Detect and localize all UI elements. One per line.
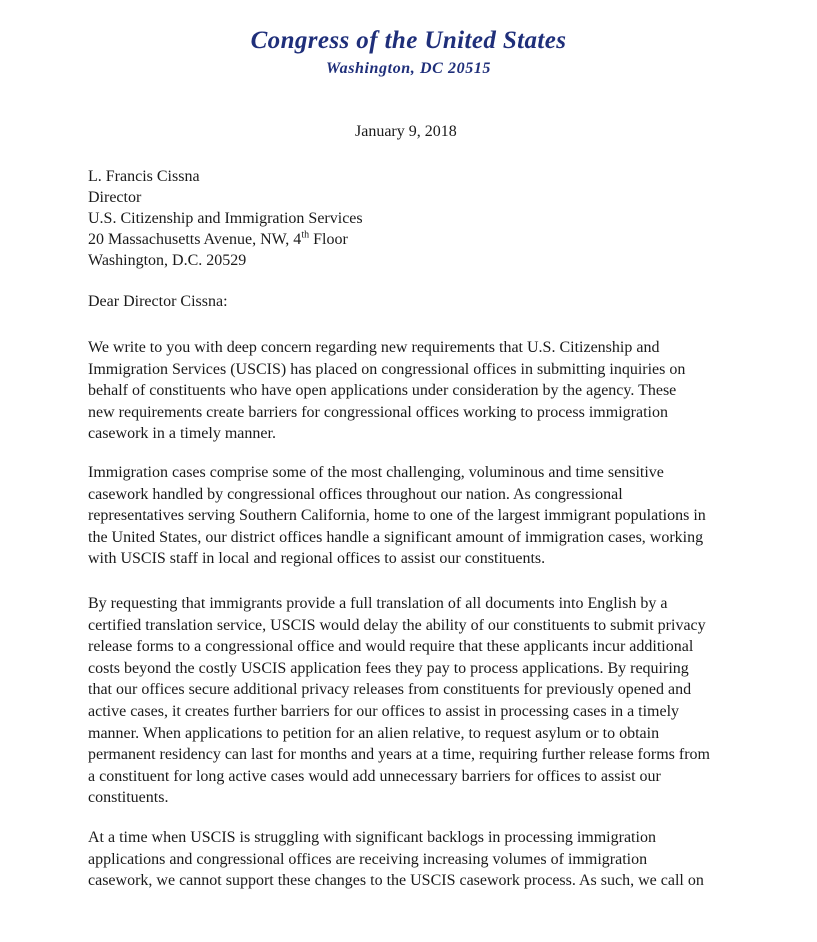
- body-paragraph-4: [88, 827, 728, 892]
- salutation: Dear Director Cissna:: [88, 293, 228, 310]
- recipient-agency: U.S. Citizenship and Immigration Services: [88, 210, 363, 227]
- paragraph-line: We write to you with deep concern regarding new requirements that U.S. Citizenship and: [88, 339, 660, 356]
- paragraph-line: Immigration cases comprise some of the most challenging, voluminous and time sensitive: [88, 464, 664, 481]
- paragraph-line: applications and congressional offices are receiving increasing volumes of immigration: [88, 850, 648, 868]
- paragraph-line: casework handled by congressional offices throughout our nation. As congressional: [88, 485, 623, 503]
- paragraph-line: casework in a timely manner.: [88, 425, 276, 443]
- paragraph-line: that our offices secure additional privacy releases from constituents for previously opened and: [88, 681, 692, 699]
- recipient-street-floor: Floor: [309, 231, 348, 248]
- paragraph-line: manner. When applications to petition for an alien relative, to request asylum or to obtain: [88, 724, 660, 742]
- paragraph-line: a constituent for long active cases would add unnecessary barriers for offices to assist our: [88, 767, 661, 785]
- paragraph-line: active cases, it creates further barriers for our offices to assist in processing cases in a timely: [88, 702, 680, 720]
- paragraph-line: permanent residency can last for months and years at a time, requiring further release forms from: [88, 746, 710, 764]
- paragraph-line: By requesting that immigrants provide a full translation of all documents into English by a: [88, 595, 668, 612]
- paragraph-line: behalf of constituents who have open applications under consideration by the agency. These: [88, 382, 677, 400]
- paragraph-line: Immigration Services (USCIS) has placed on congressional offices in submitting inquiries on: [88, 360, 686, 378]
- recipient-title: Director: [88, 189, 142, 206]
- paragraph-line: At a time when USCIS is struggling with significant backlogs in processing immigration: [88, 829, 656, 846]
- paragraph-line: release forms to a congressional office and would require that these applicants incur additional: [88, 638, 694, 656]
- letterhead-city: Washington, DC 20515: [325, 60, 492, 77]
- body-paragraph-3: [88, 593, 728, 809]
- letter-date: January 9, 2018: [355, 123, 457, 140]
- paragraph-line: representatives serving Southern California, home to one of the largest immigrant populations in: [88, 507, 706, 525]
- paragraph-line: casework, we cannot support these changes to the USCIS casework process. As such, we call on: [88, 872, 704, 890]
- recipient-name: L. Francis Cissna: [88, 168, 200, 185]
- paragraph-line: constituents.: [88, 789, 169, 807]
- recipient-street-ordinal: th: [301, 229, 310, 241]
- body-paragraph-1: [88, 337, 728, 445]
- recipient-street: [88, 229, 363, 250]
- recipient-street-main: 20 Massachusetts Avenue, NW, 4: [88, 231, 302, 248]
- recipient-city: Washington, D.C. 20529: [88, 252, 247, 269]
- paragraph-line: with USCIS staff in local and regional offices to assist our constituents.: [88, 550, 546, 568]
- paragraph-line: new requirements create barriers for congressional offices working to process immigration: [88, 403, 668, 421]
- paragraph-line: the United States, our district offices handle a significant amount of immigration cases, working: [88, 528, 704, 546]
- paragraph-line: costs beyond the costly USCIS application fees they pay to process applications. By requiring: [88, 659, 689, 677]
- paragraph-line: certified translation service, USCIS would delay the ability of our constituents to submit privacy: [88, 616, 706, 634]
- body-paragraph-2: [88, 462, 728, 570]
- recipient-address: [88, 166, 363, 271]
- letterhead-title: Congress of the United States: [250, 27, 567, 54]
